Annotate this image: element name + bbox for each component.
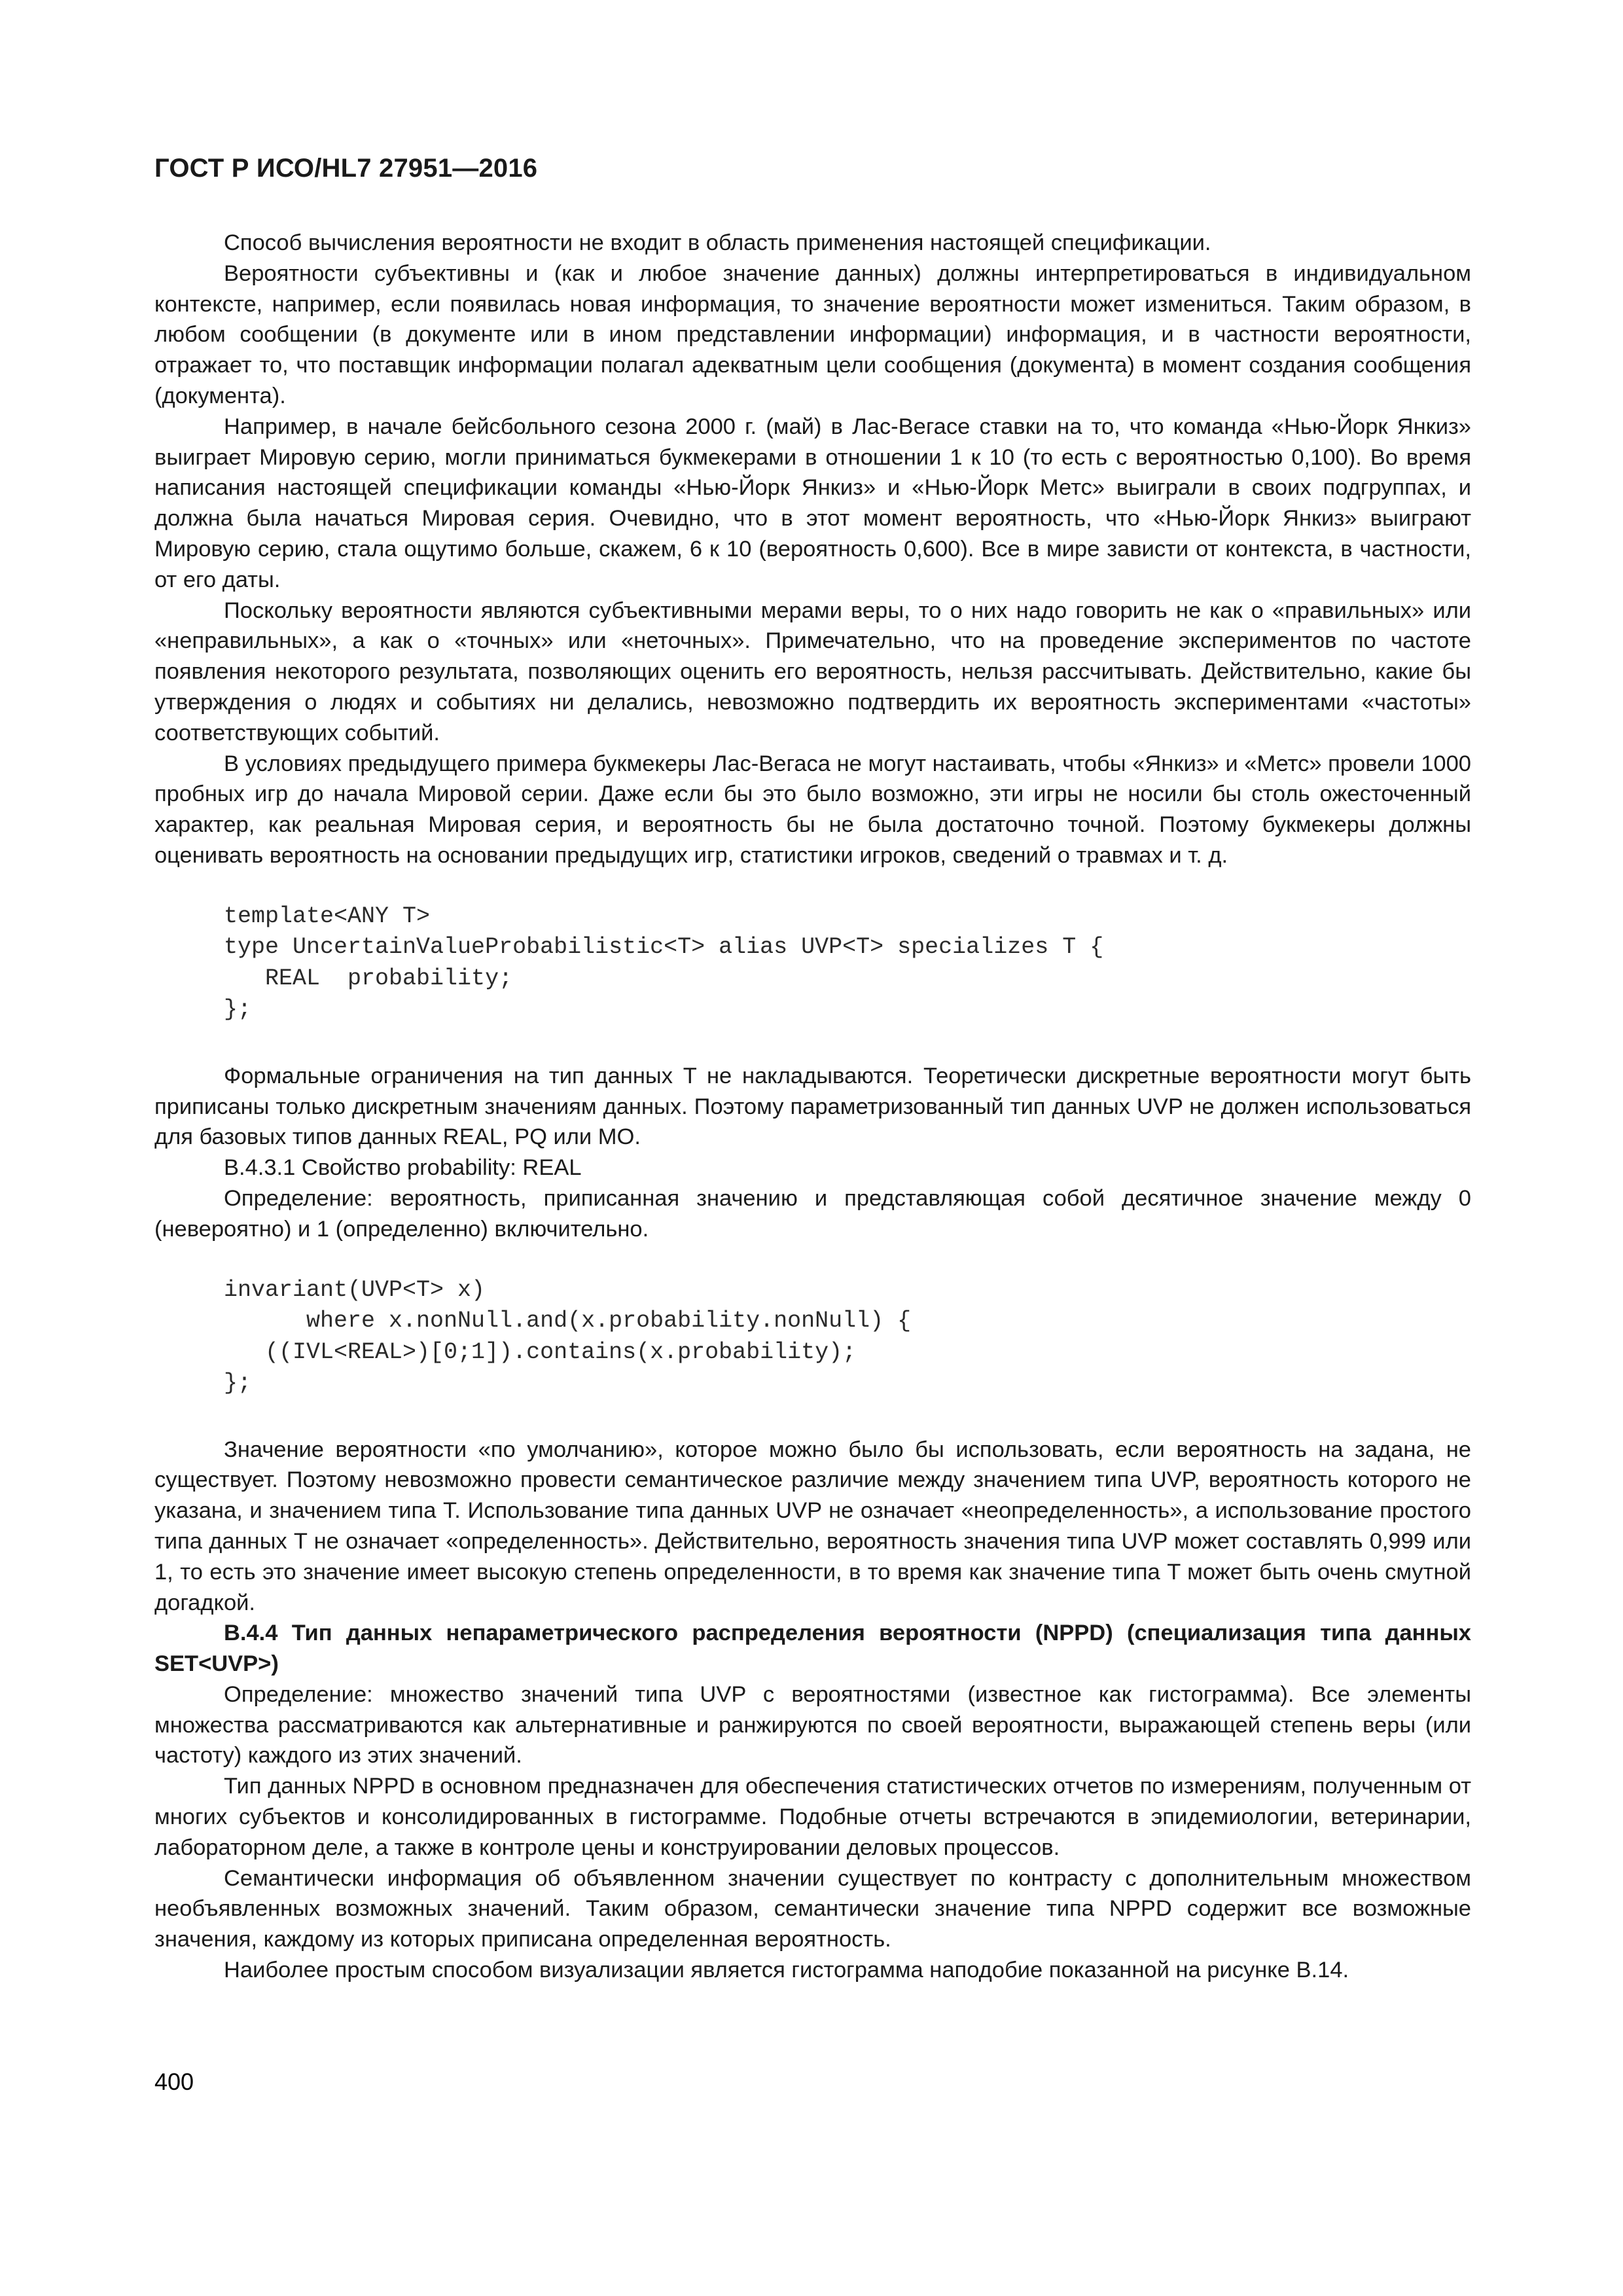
paragraph: Значение вероятности «по умолчанию», которое можно было бы использовать, если вероятность на задана, не существует. Поэтому невозможно провести семантическое различие между значением типа UVP, вероятность которого не указана, и значением типа T. Использование типа данных UVP не означает «неопределенность», а использование простого типа данных T не означает «определенность». Действительно, вероятность значения типа UVP может составлять 0,999 или 1, то есть это значение имеет высокую степень определенности, в то время как значение типа T может быть очень смутной догадкой. [154,1437,1471,1615]
paragraph: Например, в начале бейсбольного сезона 2000 г. (май) в Лас-Вегасе ставки на то, что команда «Нью-Йорк Янкиз» выиграет Мировую серию, могли приниматься букмекерами в отношении 1 к 10 (то есть с вероятностью 0,100). Во время написания настоящей спецификации команды «Нью-Йорк Янкиз» и «Нью-Йорк Метс» выиграли в своих подгруппах, и должна была начаться Мировая серия. Очевидно, что в этот момент вероятность, что «Нью-Йорк Янкиз» выиграют Мировую серию, стала ощутимо больше, скажем, 6 к 10 (вероятность 0,600). Все в мире зависти от контекста, в частности, от его даты. [154,414,1471,592]
code-block-invariant: invariant(UVP<T> x) where x.nonNull.and(x.probability.nonNull) { ((IVL<REAL>)[0;1]).contains(x.probability); }; [224,1276,912,1397]
paragraph: Определение: вероятность, приписанная значению и представляющая собой десятичное значение между 0 (невероятно) и 1 (определенно) включительно. [154,1185,1471,1242]
code-block-uvp-definition: template<ANY T> type UncertainValueProbabilistic<T> alias UVP<T> specializes T { REAL probability; }; [224,903,1104,1023]
paragraph: Тип данных NPPD в основном предназначен для обеспечения статистических отчетов по измерениям, полученным от многих субъектов и консолидированных в гистограмме. Подобные отчеты встречаются в эпидемиологии, ветеринарии, лабораторном деле, а также в контроле цены и конструировании деловых процессов. [154,1774,1471,1860]
subsection-title: B.4.3.1 Свойство probability: REAL [224,1155,582,1181]
paragraph: Определение: множество значений типа UVP с вероятностями (известное как гистограмма). Все элементы множества рассматриваются как альтернативные и ранжируются по своей вероятности, выражающей степень веры (или частоту) каждого из этих значений. [154,1681,1471,1768]
page-number: 400 [154,2068,194,2095]
paragraph: Поскольку вероятности являются субъективными мерами веры, то о них надо говорить не как о «правильных» или «неправильных», а как о «точных» или «неточных». Примечательно, что на проведение экспериментов по частоте появления некоторого результата, позволяющих оценить его вероятность, нельзя рассчитывать. Действительно, какие бы утверждения о людях и событиях ни делались, невозможно подтвердить их вероятность экспериментами «частоты» соответствующих событий. [154,598,1471,745]
paragraph: Наиболее простым способом визуализации является гистограмма наподобие показанной на рисунке B.14. [224,1958,1349,1983]
paragraph: Способ вычисления вероятности не входит в область применения настоящей спецификации. [224,230,1211,255]
paragraph: Семантически информация об объявленном значении существует по контрасту с дополнительным множеством необъявленных возможных значений. Таким образом, семантически значение типа NPPD содержит все возможные значения, каждому из которых приписана определенная вероятность. [154,1865,1471,1952]
document-header: ГОСТ Р ИСО/HL7 27951—2016 [154,154,538,183]
paragraph: Вероятности субъективны и (как и любое значение данных) должны интерпретироваться в индивидуальном контексте, например, если появилась новая информация, то значение вероятности может измениться. Таким образом, в любом сообщении (в документе или в ином представлении информации) информация, и в частности вероятности, отражает то, что поставщик информации полагал адекватным цели сообщения (документа) в момент создания сообщения (документа). [154,260,1471,408]
section-heading: B.4.4 Тип данных непараметрического распределения вероятности (NPPD) (специализация типа данных SET<UVP>) [154,1621,1471,1677]
paragraph: Формальные ограничения на тип данных T не накладываются. Теоретически дискретные вероятности могут быть приписаны только дискретным значениям данных. Поэтому параметризованный тип данных UVP не должен использоваться для базовых типов данных REAL, PQ или MO. [154,1063,1471,1150]
paragraph: В условиях предыдущего примера букмекеры Лас-Вегаса не могут настаивать, чтобы «Янкиз» и «Метс» провели 1000 пробных игр до начала Мировой серии. Даже если бы это было возможно, эти игры не носили бы столь ожесточенный характер, как реальная Мировая серия, и вероятность бы не была достаточно точной. Поэтому букмекеры должны оценивать вероятность на основании предыдущих игр, статистики игроков, сведений о травмах и т. д. [154,751,1471,868]
